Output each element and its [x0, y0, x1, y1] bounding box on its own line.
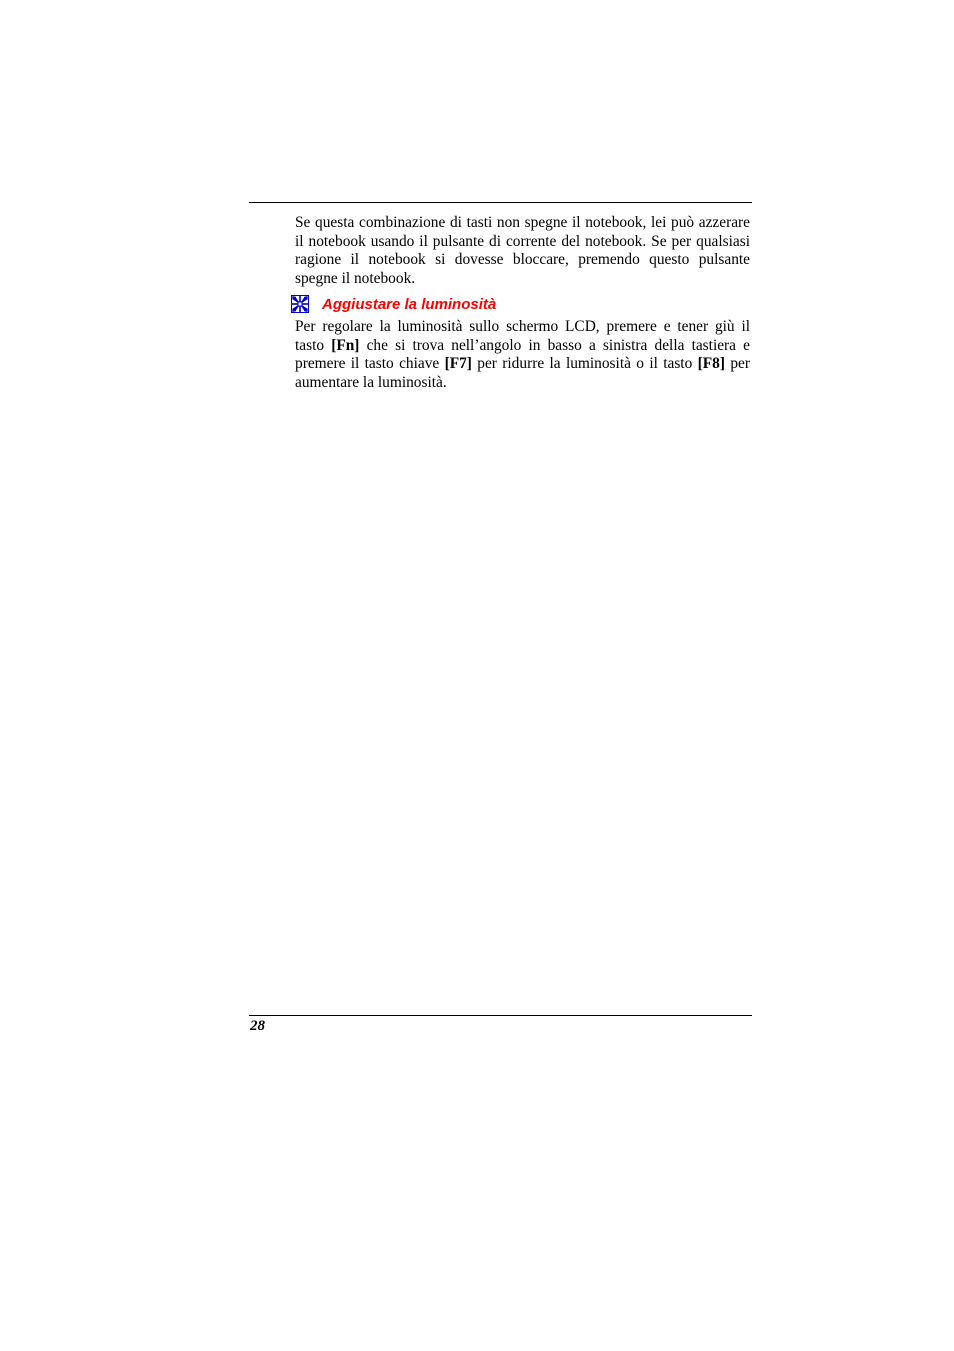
key-f8-label: [F8]: [697, 355, 725, 373]
brightness-text-2: che si trova nell’angolo in basso a sinistra della tastiera e premere il tasto chiave: [295, 336, 750, 373]
body-paragraph-power-reset: Se questa combinazione di tasti non spegne il notebook, lei può azzerare il notebook usando il pulsante di corrente del notebook. Se per qualsiasi ragione il notebook si dovesse bloccare, premendo questo pulsante spegne il notebook.: [295, 214, 750, 287]
body-paragraph-brightness: [295, 318, 750, 392]
footer-rule: [249, 1015, 752, 1016]
page-number: 28: [250, 1018, 265, 1034]
section-heading-title: Aggiustare la luminosità: [322, 295, 497, 313]
brightness-text-4: per aumentare la luminosità.: [295, 355, 750, 391]
section-heading: [291, 294, 496, 314]
brightness-text-3: per ridurre la luminosità o il tasto: [471, 355, 698, 373]
starburst-bullet-icon: [291, 295, 309, 313]
key-f7-label: [F7]: [444, 355, 472, 373]
header-rule: [249, 202, 752, 203]
key-fn-label: [Fn]: [331, 336, 360, 354]
brightness-text-1: Per regolare la luminosità sullo schermo LCD, premere e tener giù il tasto: [295, 318, 750, 354]
